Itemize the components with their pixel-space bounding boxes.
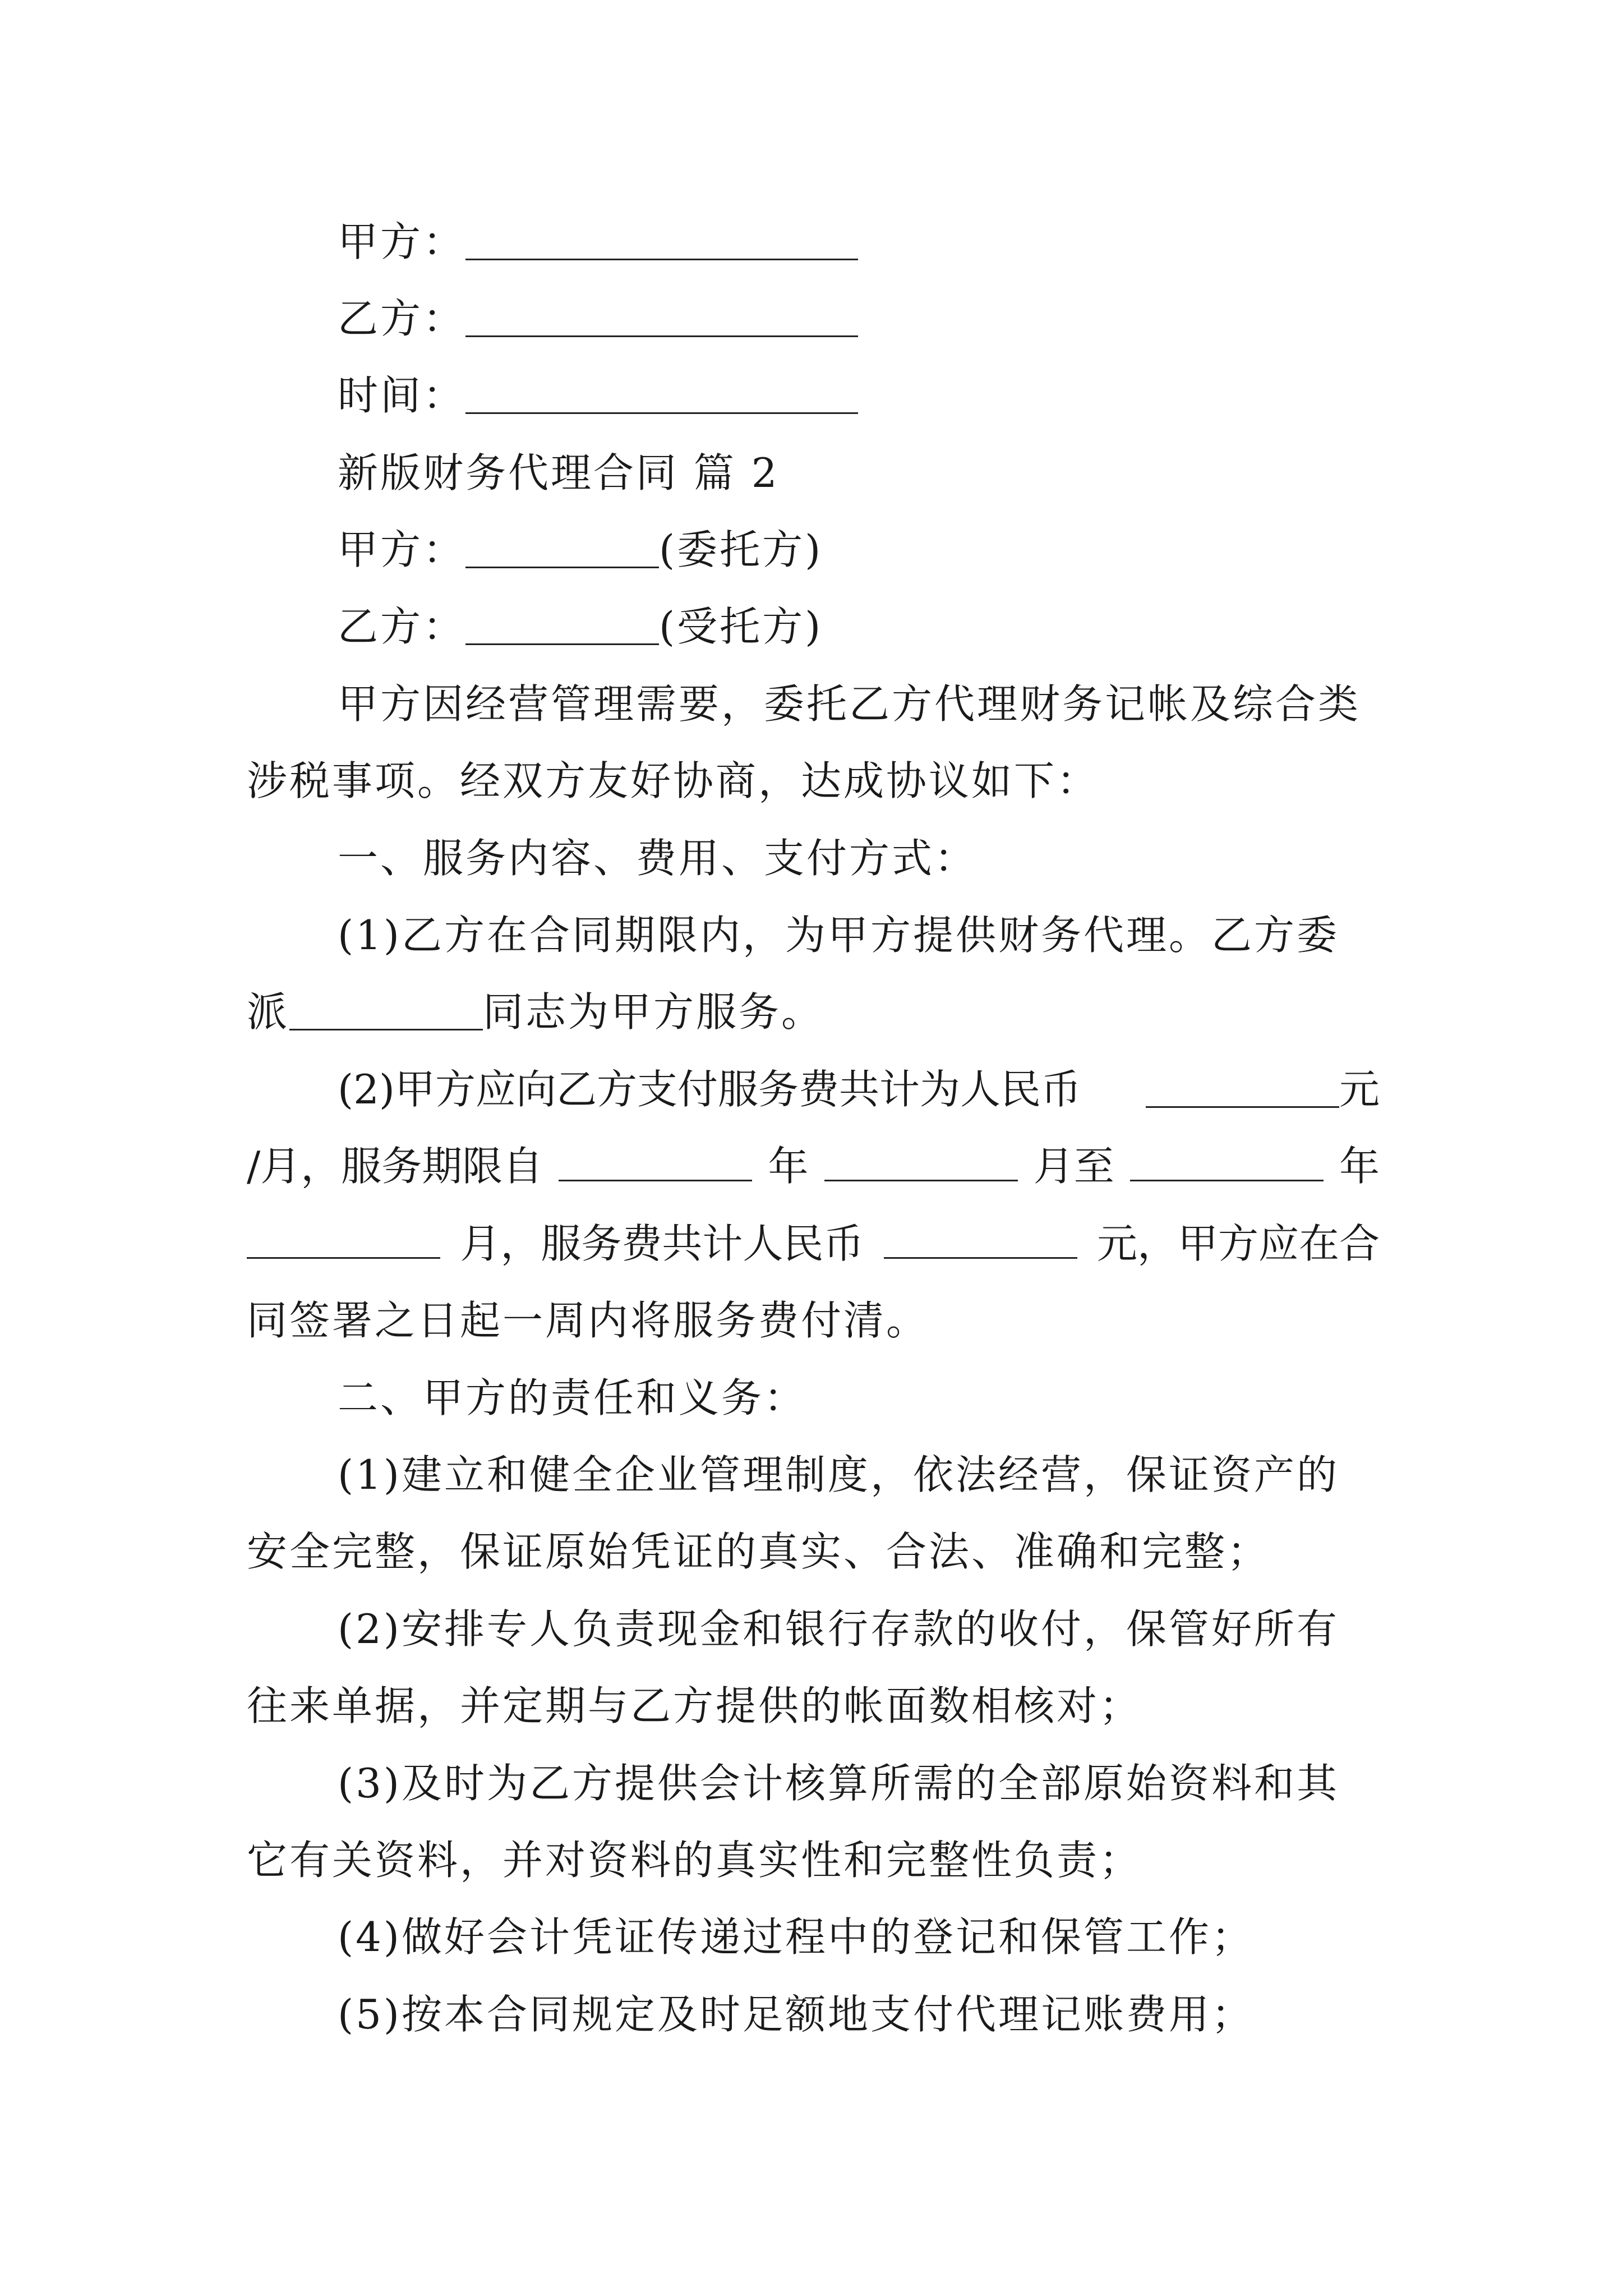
article-2-item-5: (5)按本合同规定及时足额地支付代理记账费用；	[338, 1991, 1254, 2038]
party-a-name-blank	[465, 533, 659, 568]
article-2-item-3-line-2: 它有关资料，并对资料的真实性和完整性负责；	[247, 1837, 1142, 1884]
party-b-blank	[465, 302, 858, 337]
time-signature-line	[338, 372, 858, 419]
text-segment: 月至	[1033, 1143, 1114, 1190]
text-segment: /月，服务期限自	[247, 1143, 543, 1190]
time-blank	[465, 379, 858, 414]
monthly-fee-blank	[1146, 1073, 1339, 1108]
party-b-label: 乙方：	[338, 603, 466, 650]
article-1-heading: 一、服务内容、费用、支付方式：	[338, 835, 978, 882]
start-year-blank	[559, 1146, 752, 1181]
end-year-blank	[1130, 1146, 1324, 1181]
party-a-role: (委托方)	[659, 526, 823, 573]
text-segment: 同志为甲方服务。	[483, 988, 824, 1036]
article-1-item-1-line-1: (1)乙方在合同期限内，为甲方提供财务代理。乙方委	[338, 912, 1339, 959]
party-a-signature-line	[338, 218, 858, 265]
party-b-line	[338, 603, 823, 650]
article-2-item-1-line-1: (1)建立和健全企业管理制度，依法经营，保证资产的	[338, 1451, 1339, 1498]
text-segment: 派	[247, 988, 290, 1036]
start-month-blank	[824, 1146, 1018, 1181]
section-title: 新版财务代理合同 篇 2	[338, 449, 780, 496]
party-b-label: 乙方：	[338, 295, 466, 342]
article-1-item-2-line-3	[247, 1220, 1380, 1267]
staff-name-blank	[289, 995, 483, 1030]
intro-line-1: 甲方因经营管理需要，委托乙方代理财务记帐及综合类	[338, 680, 1361, 728]
party-a-line	[338, 526, 823, 573]
time-label: 时间：	[338, 372, 466, 419]
article-2-item-4: (4)做好会计凭证传递过程中的登记和保管工作；	[338, 1913, 1254, 1961]
article-2-item-1-line-2: 安全完整，保证原始凭证的真实、合法、准确和完整；	[247, 1528, 1270, 1575]
text-segment: 年	[768, 1143, 809, 1190]
party-b-name-blank	[465, 610, 659, 645]
text-segment: (2)甲方应向乙方支付服务费共计为人民币	[338, 1066, 1081, 1113]
article-2-item-2-line-2: 往来单据，并定期与乙方提供的帐面数相核对；	[247, 1682, 1142, 1729]
party-a-label: 甲方：	[338, 218, 466, 265]
party-b-signature-line	[338, 295, 858, 342]
end-month-blank	[247, 1223, 440, 1259]
text-segment: 元，甲方应在合	[1096, 1220, 1380, 1267]
article-2-item-3-line-1: (3)及时为乙方提供会计核算所需的全部原始资料和其	[338, 1760, 1339, 1807]
text-segment: 月，服务费共计人民币	[460, 1220, 864, 1267]
text-segment: 元	[1339, 1066, 1380, 1113]
party-a-blank	[465, 225, 858, 260]
fee-segment	[1146, 1066, 1380, 1113]
intro-line-2: 涉税事项。经双方友好协商，达成协议如下：	[247, 757, 1100, 804]
total-fee-blank	[884, 1223, 1077, 1259]
article-1-item-2-line-1	[338, 1066, 1380, 1113]
party-b-role: (受托方)	[659, 603, 823, 650]
party-a-label: 甲方：	[338, 526, 466, 573]
article-2-heading: 二、甲方的责任和义务：	[338, 1374, 807, 1421]
article-1-item-2-line-2	[247, 1143, 1380, 1190]
article-2-item-2-line-1: (2)安排专人负责现金和银行存款的收付，保管好所有	[338, 1605, 1339, 1653]
article-1-item-1-line-2	[247, 988, 824, 1036]
article-1-item-2-line-4: 同签署之日起一周内将服务费付清。	[247, 1297, 929, 1344]
text-segment: 年	[1339, 1143, 1380, 1190]
